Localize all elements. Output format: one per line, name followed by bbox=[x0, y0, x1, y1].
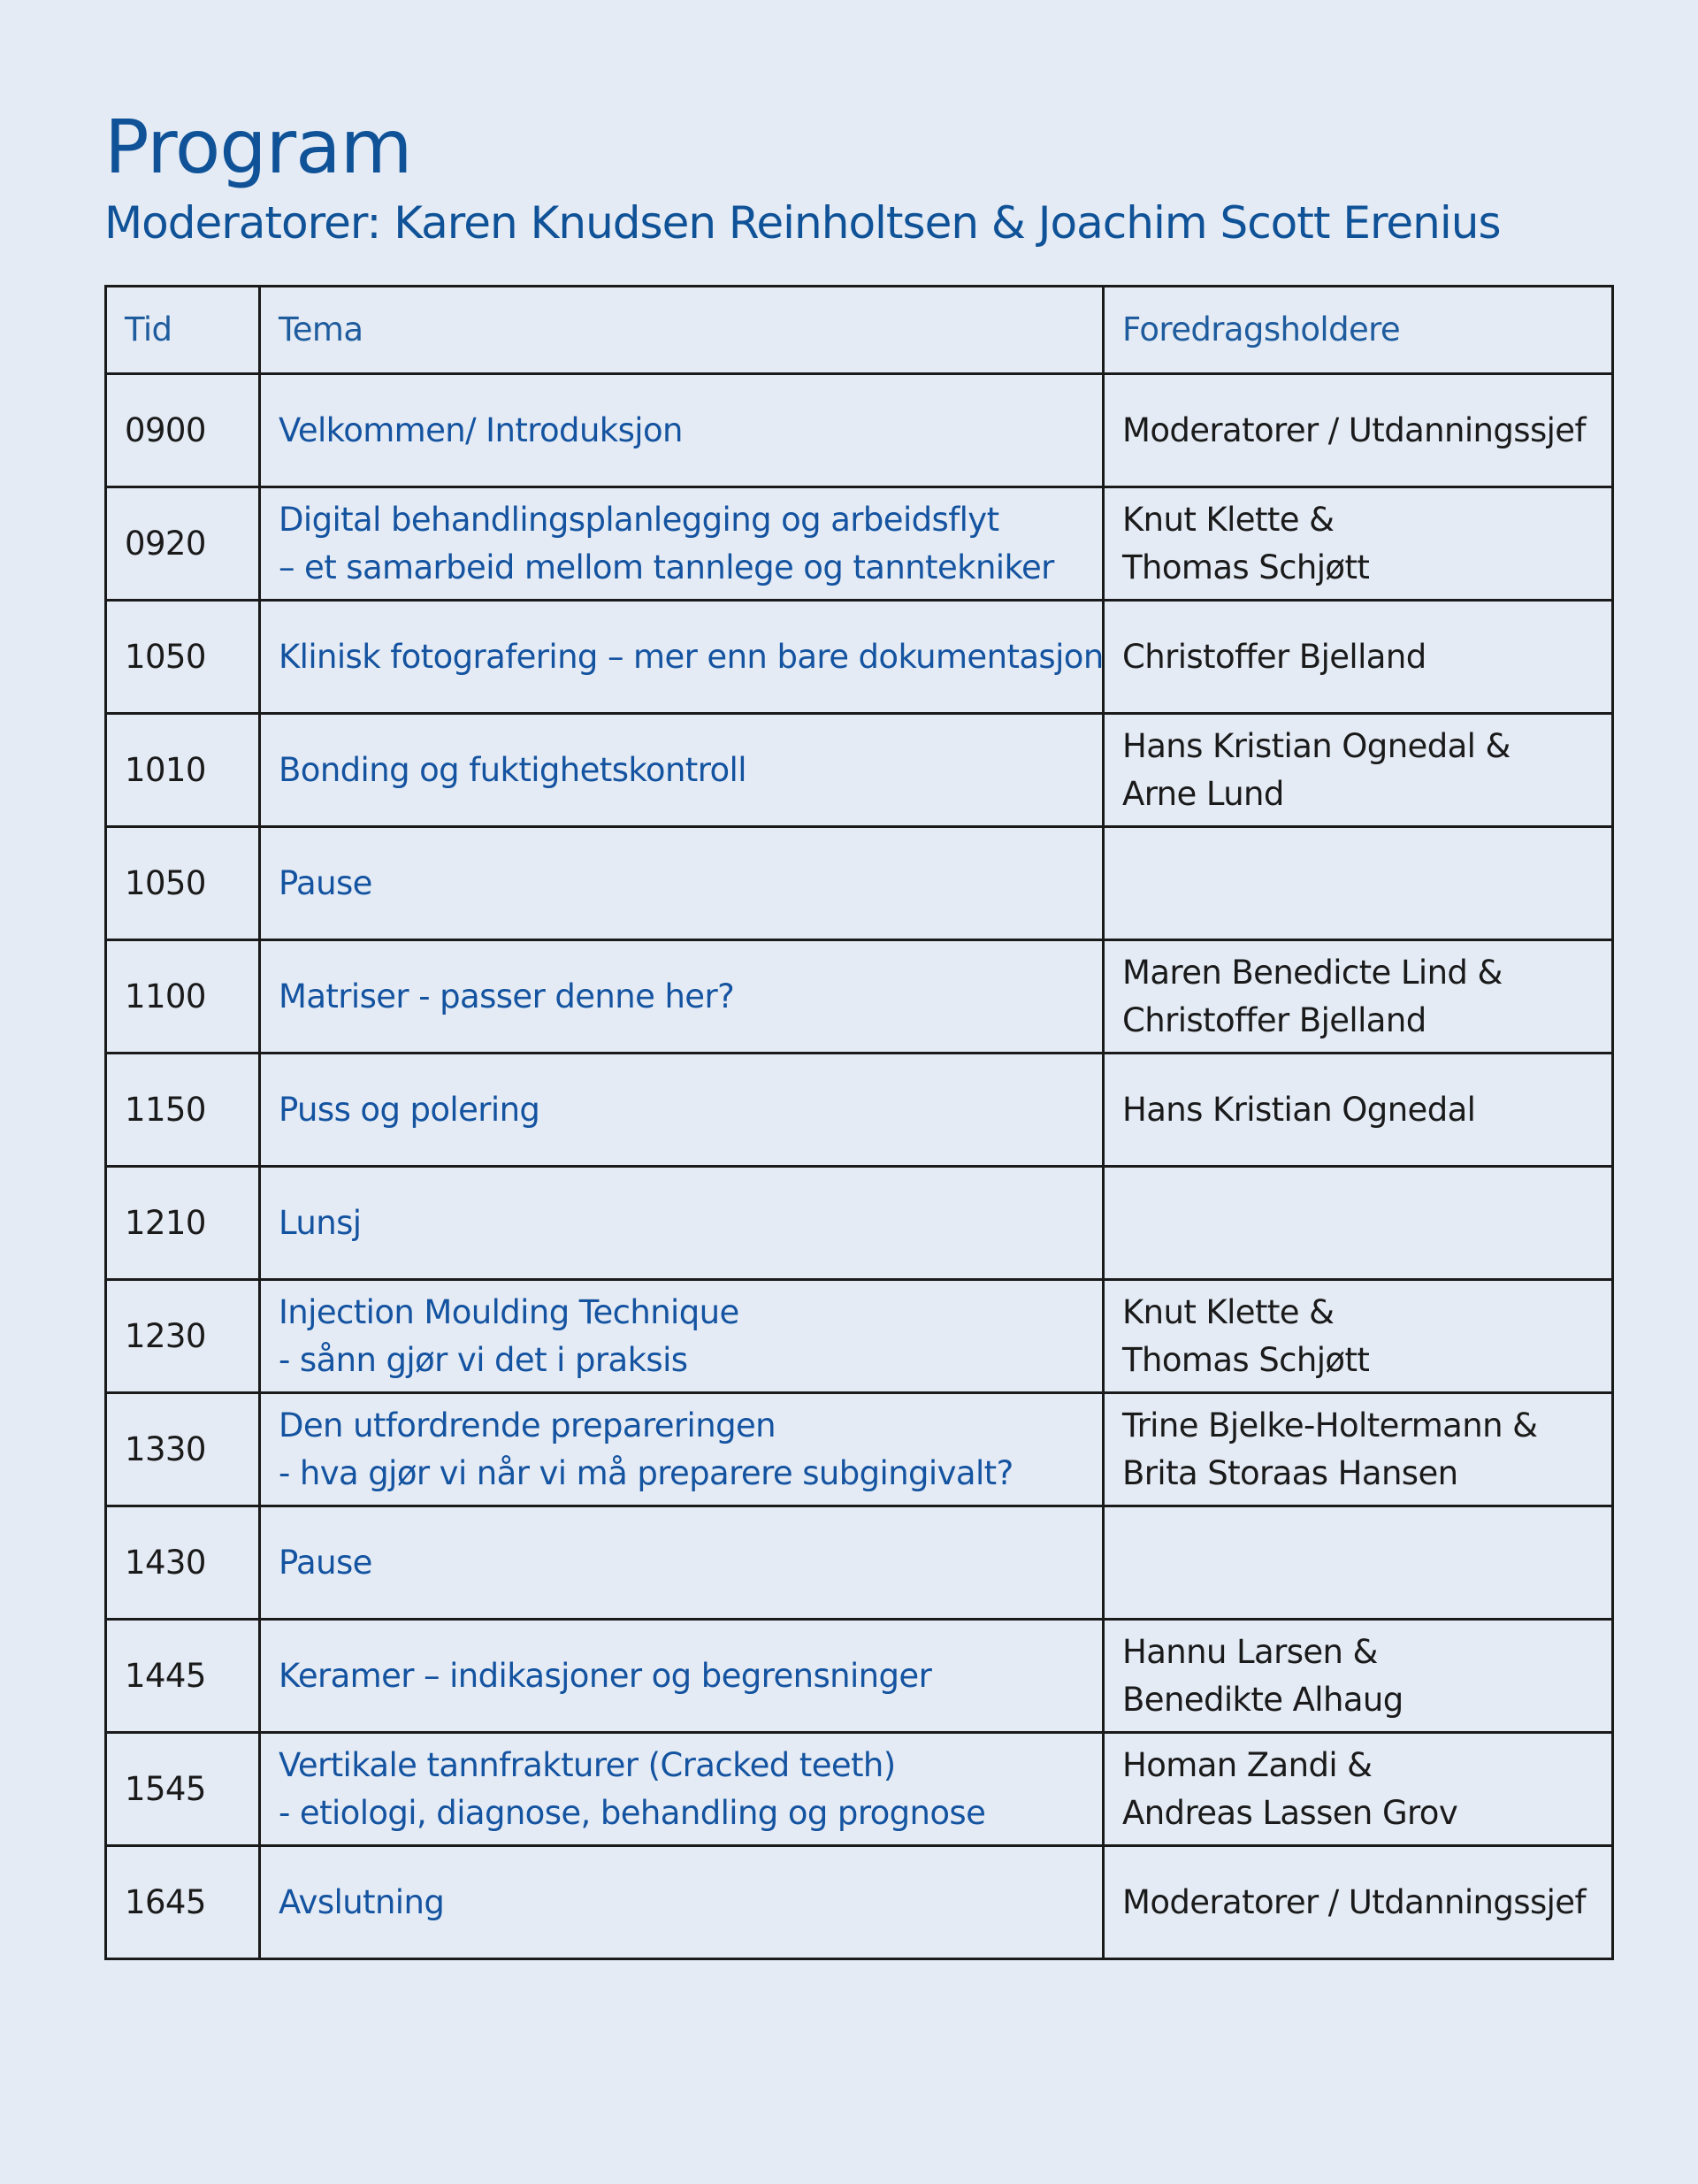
topic-line: Den utfordrende prepareringen bbox=[279, 1406, 776, 1445]
table-header bbox=[106, 287, 1613, 374]
topic-line: Puss og polering bbox=[279, 1090, 540, 1129]
row-topic bbox=[260, 1846, 1104, 1959]
row-time: 0920 bbox=[106, 487, 260, 601]
moderators-subtitle: Moderatorer: Karen Knudsen Reinholtsen & Joachim Scott Erenius bbox=[104, 197, 1501, 249]
row-time: 0900 bbox=[106, 374, 260, 487]
topic-line: Avslutning bbox=[279, 1882, 445, 1921]
program-table bbox=[104, 285, 1614, 1960]
row-time: 1100 bbox=[106, 940, 260, 1054]
row-speakers bbox=[1104, 1506, 1613, 1620]
row-topic bbox=[260, 1620, 1104, 1733]
topic-line: Digital behandlingsplanlegging og arbeidsflyt bbox=[279, 500, 999, 539]
topic-line: Keramer – indikasjoner og begrensninger bbox=[279, 1656, 932, 1695]
topic-line: Velkommen/ Introduksjon bbox=[279, 410, 683, 449]
row-speakers bbox=[1104, 1054, 1613, 1167]
topic-line: Lunsj bbox=[279, 1203, 362, 1242]
table-row bbox=[106, 1506, 1613, 1620]
row-time: 1010 bbox=[106, 714, 260, 827]
row-topic bbox=[260, 1506, 1104, 1620]
row-speakers bbox=[1104, 374, 1613, 487]
speaker-line: Hans Kristian Ognedal & bbox=[1122, 726, 1511, 765]
row-speakers bbox=[1104, 1393, 1613, 1506]
page-title: Program bbox=[104, 103, 412, 190]
topic-line: Vertikale tannfrakturer (Cracked teeth) bbox=[279, 1745, 896, 1784]
table-row bbox=[106, 1393, 1613, 1506]
row-speakers bbox=[1104, 1280, 1613, 1393]
row-speakers bbox=[1104, 1167, 1613, 1280]
speaker-line: Moderatorer / Utdanningssjef bbox=[1122, 1882, 1586, 1921]
row-topic bbox=[260, 1733, 1104, 1846]
row-time: 1150 bbox=[106, 1054, 260, 1167]
row-time: 1645 bbox=[106, 1846, 260, 1959]
speaker-line: Maren Benedicte Lind & bbox=[1122, 953, 1503, 992]
topic-line: Pause bbox=[279, 1543, 372, 1582]
row-topic bbox=[260, 601, 1104, 714]
speaker-line: Hans Kristian Ognedal bbox=[1122, 1090, 1476, 1129]
table-row bbox=[106, 1280, 1613, 1393]
topic-line: - sånn gjør vi det i praksis bbox=[279, 1340, 688, 1379]
speaker-line: Knut Klette & bbox=[1122, 500, 1335, 539]
row-topic bbox=[260, 827, 1104, 940]
table-row bbox=[106, 487, 1613, 601]
topic-line: – et samarbeid mellom tannlege og tanntekniker bbox=[279, 548, 1054, 586]
row-speakers bbox=[1104, 1733, 1613, 1846]
row-speakers bbox=[1104, 1620, 1613, 1733]
row-speakers bbox=[1104, 601, 1613, 714]
topic-line: Klinisk fotografering – mer enn bare dokumentasjon bbox=[279, 637, 1104, 676]
speaker-line: Christoffer Bjelland bbox=[1122, 637, 1426, 676]
table-row bbox=[106, 940, 1613, 1054]
table-row bbox=[106, 714, 1613, 827]
speaker-line: Homan Zandi & bbox=[1122, 1745, 1373, 1784]
row-topic bbox=[260, 1393, 1104, 1506]
topic-line: - etiologi, diagnose, behandling og prognose bbox=[279, 1793, 986, 1832]
row-time: 1330 bbox=[106, 1393, 260, 1506]
speaker-line: Brita Storaas Hansen bbox=[1122, 1453, 1458, 1492]
row-speakers bbox=[1104, 827, 1613, 940]
table-header-row bbox=[106, 287, 1613, 374]
table-row bbox=[106, 1733, 1613, 1846]
row-time: 1430 bbox=[106, 1506, 260, 1620]
table-row bbox=[106, 1054, 1613, 1167]
column-header-speakers: Foredragsholdere bbox=[1104, 287, 1613, 374]
topic-line: Bonding og fuktighetskontroll bbox=[279, 750, 746, 789]
speaker-line: Benedikte Alhaug bbox=[1122, 1680, 1404, 1719]
speaker-line: Moderatorer / Utdanningssjef bbox=[1122, 410, 1586, 449]
row-speakers bbox=[1104, 940, 1613, 1054]
row-speakers bbox=[1104, 714, 1613, 827]
speaker-line: Knut Klette & bbox=[1122, 1292, 1335, 1331]
row-topic bbox=[260, 374, 1104, 487]
row-time: 1545 bbox=[106, 1733, 260, 1846]
speaker-line: Andreas Lassen Grov bbox=[1122, 1793, 1458, 1832]
row-topic bbox=[260, 714, 1104, 827]
table-row bbox=[106, 601, 1613, 714]
topic-line: - hva gjør vi når vi må preparere subgingivalt? bbox=[279, 1453, 1013, 1492]
topic-line: Pause bbox=[279, 863, 372, 902]
speaker-line: Christoffer Bjelland bbox=[1122, 1000, 1426, 1039]
speaker-line: Thomas Schjøtt bbox=[1122, 548, 1370, 586]
column-header-topic: Tema bbox=[260, 287, 1104, 374]
speaker-line: Arne Lund bbox=[1122, 774, 1284, 813]
row-topic bbox=[260, 940, 1104, 1054]
table-row bbox=[106, 1620, 1613, 1733]
topic-line: Injection Moulding Technique bbox=[279, 1292, 739, 1331]
row-topic bbox=[260, 1054, 1104, 1167]
speaker-line: Thomas Schjøtt bbox=[1122, 1340, 1370, 1379]
table-row bbox=[106, 1846, 1613, 1959]
row-speakers bbox=[1104, 1846, 1613, 1959]
table-row bbox=[106, 1167, 1613, 1280]
row-topic bbox=[260, 1280, 1104, 1393]
table-body bbox=[106, 374, 1613, 1959]
row-time: 1445 bbox=[106, 1620, 260, 1733]
row-topic bbox=[260, 1167, 1104, 1280]
row-topic bbox=[260, 487, 1104, 601]
speaker-line: Trine Bjelke-Holtermann & bbox=[1122, 1406, 1538, 1445]
speaker-line: Hannu Larsen & bbox=[1122, 1632, 1378, 1671]
row-speakers bbox=[1104, 487, 1613, 601]
row-time: 1050 bbox=[106, 601, 260, 714]
topic-line: Matriser - passer denne her? bbox=[279, 977, 735, 1015]
row-time: 1050 bbox=[106, 827, 260, 940]
row-time: 1210 bbox=[106, 1167, 260, 1280]
table-row bbox=[106, 374, 1613, 487]
row-time: 1230 bbox=[106, 1280, 260, 1393]
table-row bbox=[106, 827, 1613, 940]
column-header-time: Tid bbox=[106, 287, 260, 374]
